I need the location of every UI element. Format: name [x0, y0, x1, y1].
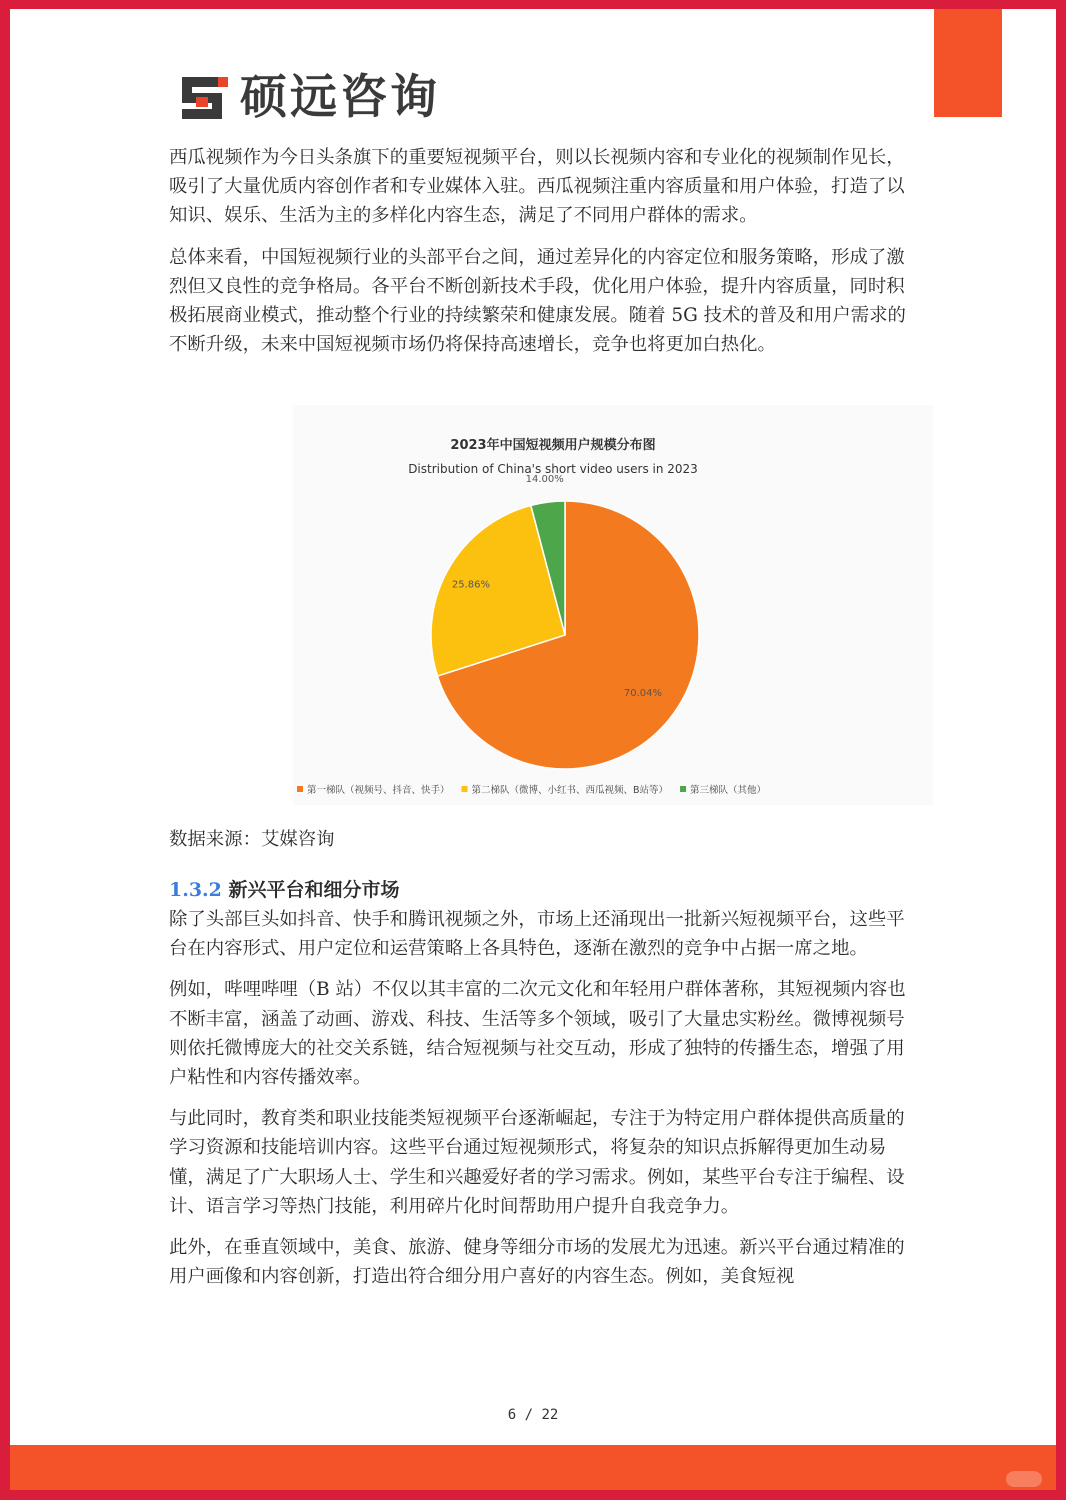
data-source: 数据来源：艾媒咨询 — [169, 829, 335, 850]
page-current: 6 — [507, 1407, 517, 1423]
legend-swatch — [462, 786, 468, 792]
page-total: 22 — [541, 1407, 559, 1423]
legend-label: 第一梯队（视频号、抖音、快手） — [307, 785, 450, 796]
brand-logo — [178, 66, 440, 130]
watermark-badge — [1006, 1471, 1042, 1487]
paragraph: 西瓜视频作为今日头条旗下的重要短视频平台，则以长视频内容和专业化的视频制作见长，吸引了大量优质内容创作者和专业媒体入驻。西瓜视频注重内容质量和用户体验，打造了以知识、娱乐、生活为主的多样化内容生态，满足了不同用户群体的需求。 — [169, 147, 905, 227]
brand-name: 硕远咨询 — [240, 70, 440, 125]
chart-subtitle: Distribution of China's short video users in 2023 — [408, 462, 698, 476]
pie-chart-svg — [293, 405, 933, 805]
legend-swatch — [680, 786, 686, 792]
pie-chart — [293, 405, 933, 805]
paragraph: 总体来看，中国短视频行业的头部平台之间，通过差异化的内容定位和服务策略，形成了激烈但又良性的竞争格局。各平台不断创新技术手段，优化用户体验，提升内容质量，同时积极拓展商业模式，推动整个行业的持续繁荣和健康发展。随着 5G 技术的普及和用户需求的不断升级，未来中国短视频市场仍将保持高速增长，竞争也将更加白热化。 — [169, 246, 906, 356]
legend-swatch — [297, 786, 303, 792]
corner-accent-block — [934, 9, 1002, 117]
page-separator: / — [524, 1407, 533, 1423]
legend-label: 第三梯队（其他） — [690, 785, 767, 796]
chart-title: 2023年中国短视频用户规模分布图 — [450, 438, 656, 453]
footer-band — [10, 1445, 1056, 1490]
logo-mark-icon — [178, 73, 232, 123]
intro-text — [169, 143, 909, 371]
paragraph: 与此同时，教育类和职业技能类短视频平台逐渐崛起，专注于为特定用户群体提供高质量的学习资源和技能培训内容。这些平台通过短视频形式，将复杂的知识点拆解得更加生动易懂，满足了广大职场人士、学生和兴趣爱好者的学习需求。例如，某些平台专注于编程、设计、语言学习等热门技能，利用碎片化时间帮助用户提升自我竞争力。 — [169, 1108, 905, 1217]
legend-label: 第二梯队（微博、小红书、西瓜视频、B站等） — [471, 785, 669, 796]
slice-data-label: 70.04% — [623, 687, 663, 699]
paragraph: 此外，在垂直领域中，美食、旅游、健身等细分市场的发展尤为迅速。新兴平台通过精准的用户画像和内容创新，打造出符合细分用户喜好的内容生态。例如，美食短视 — [169, 1237, 905, 1288]
paragraph: 例如，哔哩哔哩（B 站）不仅以其丰富的二次元文化和年轻用户群体著称，其短视频内容也不断丰富，涵盖了动画、游戏、科技、生活等多个领域，吸引了大量忠实粉丝。微博视频号则依托微博庞大的社交关系链，结合短视频与社交互动，形成了独特的传播生态，增强了用户粘性和内容传播效率。 — [169, 979, 906, 1089]
section-1-3-2 — [169, 875, 909, 1303]
section-title: 新兴平台和细分市场 — [228, 879, 400, 901]
document-page — [10, 9, 1056, 1490]
page-number — [10, 1407, 1056, 1423]
slice-data-label: 25.86% — [451, 579, 491, 591]
section-heading — [169, 875, 909, 905]
paragraph: 除了头部巨头如抖音、快手和腾讯视频之外，市场上还涌现出一批新兴短视频平台，这些平台在内容形式、用户定位和运营策略上各具特色，逐渐在激烈的竞争中占据一席之地。 — [169, 909, 905, 960]
slice-data-label: 14.00% — [525, 474, 564, 486]
section-number: 1.3.2 — [169, 879, 222, 901]
